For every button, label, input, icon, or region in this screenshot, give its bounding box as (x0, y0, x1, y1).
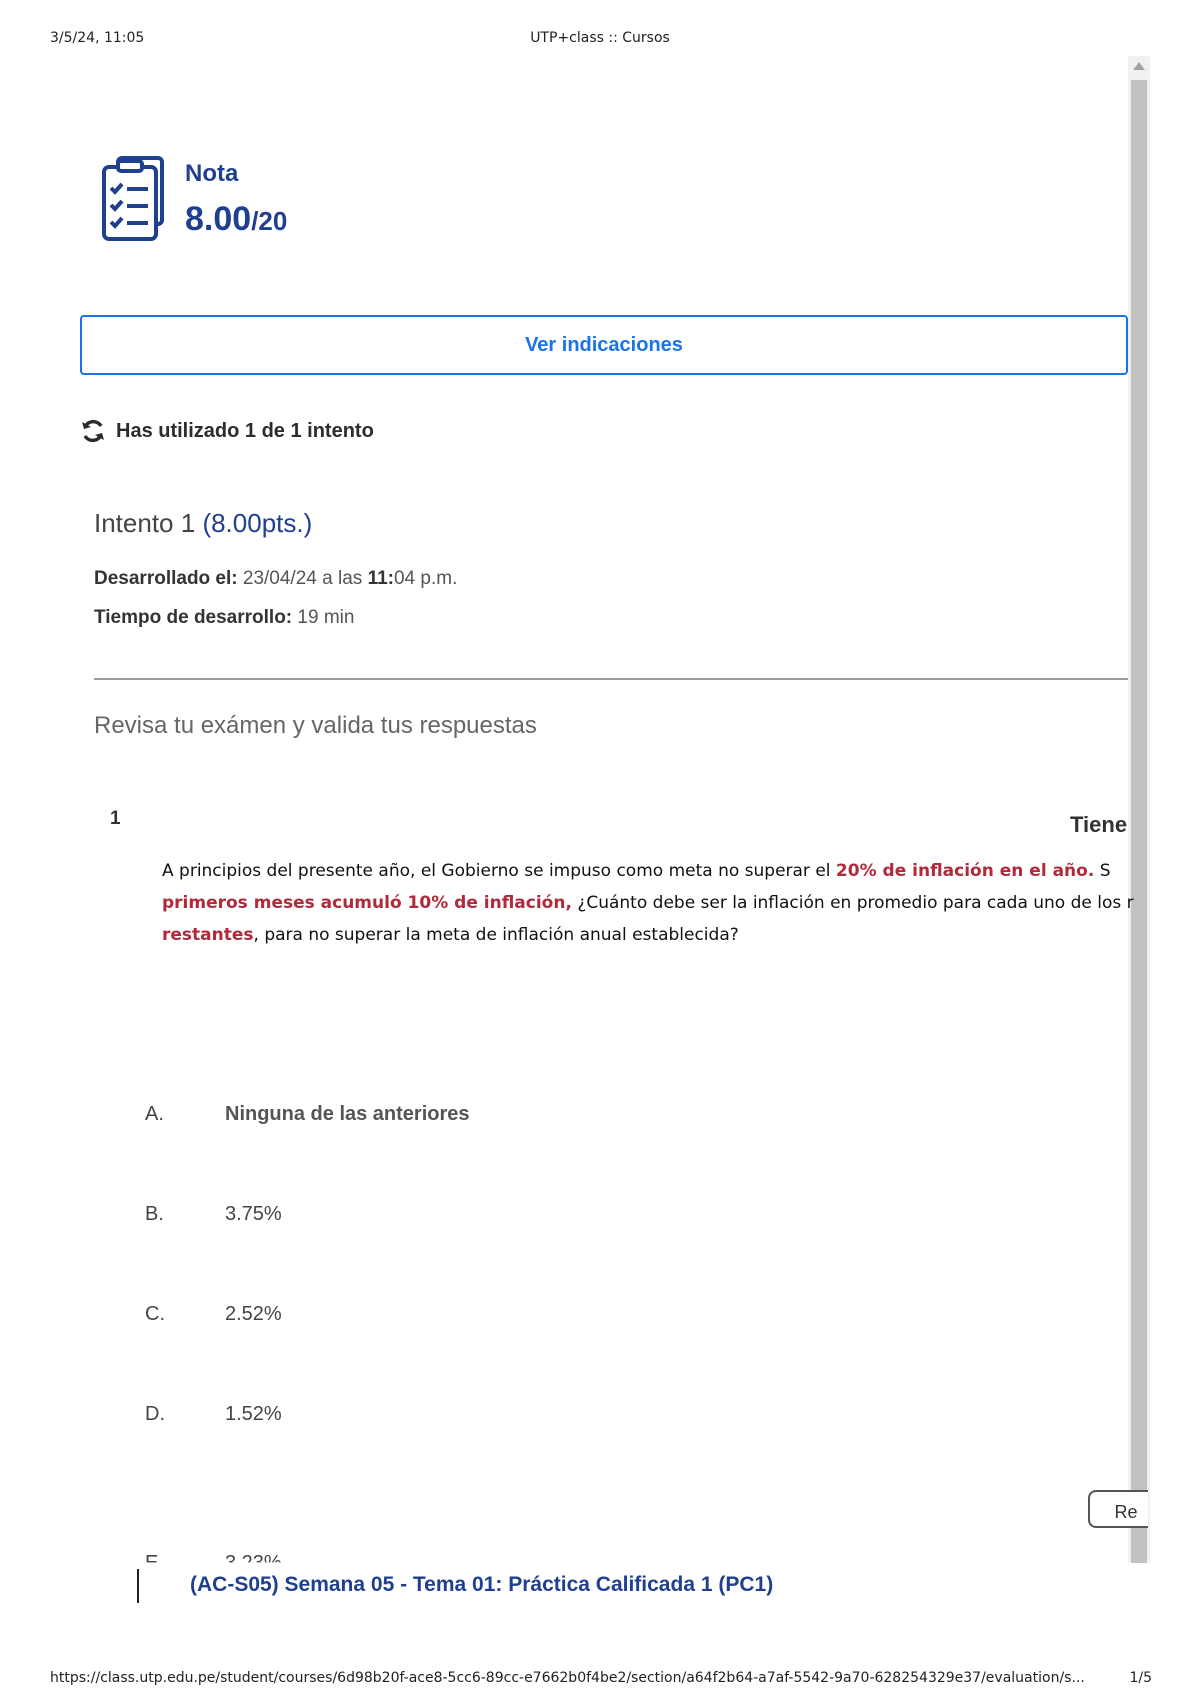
grade-total: /20 (251, 206, 288, 236)
question-text-part: A principios del presente año, el Gobierno se impuso como meta no superar el (162, 861, 836, 881)
print-url: https://class.utp.edu.pe/student/courses/6d98b20f-ace8-5cc6-89cc-e7662b0f4be2/section/a64f2b64-a7af-5542-9a70-628254329e37/evaluation/s... (50, 1670, 1085, 1686)
grade-score: 8.00 (185, 200, 252, 238)
attempt-developed-date (94, 568, 457, 590)
option-letter: D. (145, 1403, 165, 1425)
answer-option-c[interactable] (145, 1303, 282, 1326)
question-text (162, 855, 1152, 951)
print-datetime: 3/5/24, 11:05 (50, 30, 145, 46)
developed-joiner: a las (322, 568, 363, 589)
option-letter: C. (145, 1303, 165, 1325)
option-text: 3.75% (225, 1203, 282, 1225)
question-text-part: , para no superar la meta de inflación anual establecida? (253, 925, 739, 945)
question-points: Tiene (1070, 812, 1128, 837)
question-text-part: S (1094, 861, 1111, 881)
attempt-duration (94, 607, 354, 629)
developed-time-rest: 04 p.m. (393, 568, 458, 589)
attempt-title (94, 508, 312, 539)
print-header (0, 30, 1200, 50)
review-heading: Revisa tu exámen y valida tus respuestas (94, 712, 537, 739)
course-title-marker (137, 1569, 139, 1603)
print-page-number: 1/5 (1129, 1670, 1152, 1686)
option-text: 2.52% (225, 1303, 282, 1325)
question-text-highlight: primeros meses acumuló 10% de inflación, (162, 893, 572, 913)
question-text-highlight: 20% de inflación en el año. (835, 861, 1095, 881)
question-number: 1 (110, 808, 121, 829)
divider (94, 678, 1128, 680)
duration-label: Tiempo de desarrollo: (94, 607, 293, 628)
attempt-points: (8.00pts.) (202, 508, 313, 538)
grade-value (185, 200, 287, 239)
refresh-icon (80, 418, 106, 444)
print-page-title: UTP+class :: Cursos (530, 30, 670, 46)
vertical-scrollbar[interactable] (1128, 56, 1150, 1564)
scroll-up-arrow-icon[interactable] (1133, 62, 1145, 70)
option-letter: A. (145, 1103, 164, 1125)
course-title-bar (0, 1563, 1148, 1609)
scroll-thumb[interactable] (1131, 80, 1147, 1564)
developed-date: 23/04/24 (242, 568, 317, 589)
attempt-title-text: Intento 1 (94, 508, 196, 538)
duration-value: 19 min (297, 607, 355, 628)
question-text-part: ¿Cuánto debe ser la inflación en promedio para cada uno de los (571, 893, 1127, 913)
attempts-text: Has utilizado 1 de 1 intento (116, 419, 374, 442)
view-indications-button[interactable]: Ver indicaciones (80, 315, 1128, 375)
review-button[interactable]: Re (1088, 1490, 1148, 1528)
question-text-highlight: restantes (162, 925, 254, 945)
print-footer (0, 1670, 1200, 1690)
question-text-part: r (1126, 893, 1134, 913)
developed-label: Desarrollado el: (94, 568, 238, 589)
answer-option-a[interactable] (145, 1103, 470, 1126)
answer-option-b[interactable] (145, 1203, 282, 1226)
course-title: (AC-S05) Semana 05 - Tema 01: Práctica Calificada 1 (PC1) (190, 1573, 774, 1596)
grade-label: Nota (185, 160, 239, 187)
clipboard-checklist-icon (100, 155, 176, 243)
option-text: Ninguna de las anteriores (225, 1103, 470, 1125)
option-letter: B. (145, 1203, 164, 1225)
answer-option-d[interactable] (145, 1403, 282, 1426)
page-viewport (0, 55, 1148, 1563)
developed-time-hour: 11: (367, 568, 394, 589)
option-text: 1.52% (225, 1403, 282, 1425)
attempts-used (80, 418, 374, 444)
